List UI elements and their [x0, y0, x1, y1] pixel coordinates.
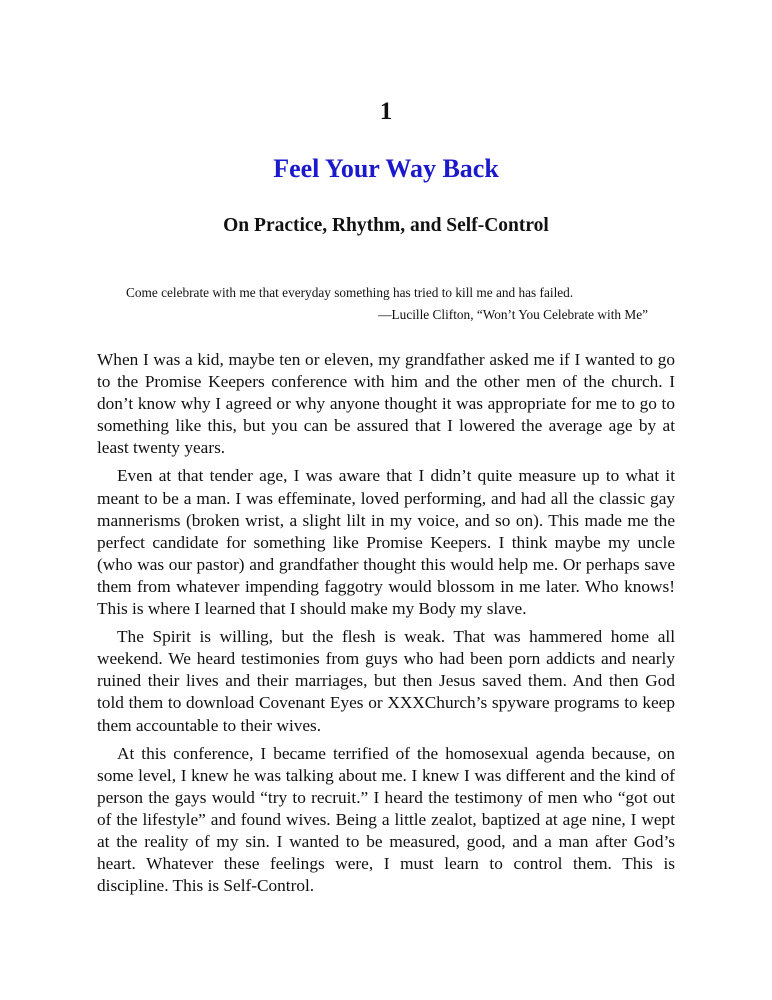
paragraph: When I was a kid, maybe ten or eleven, my grandfather asked me if I wanted to go to the Promise Keepers conference with him and the other men of the church. I don’t know why I agreed or why anyone thought it was appropriate for me to go to something like this, but you can be assured that I lowered the average age by at least twenty years.: [97, 350, 675, 458]
epigraph: [126, 284, 666, 323]
chapter-title: Feel Your Way Back: [273, 154, 499, 183]
chapter-number: 1: [379, 98, 393, 125]
body-text: [97, 349, 675, 903]
paragraph: The Spirit is willing, but the flesh is weak. That was hammered home all weekend. We heard testimonies from guys who had been porn addicts and nearly ruined their lives and their marriages, but then Jesus saved them. And then God told them to download Covenant Eyes or XXXChurch’s spyware programs to keep them accountable to their wives.: [97, 627, 675, 735]
paragraph: Even at that tender age, I was aware that I didn’t quite measure up to what it meant to be a man. I was effeminate, loved performing, and had all the classic gay mannerisms (broken wrist, a slight lilt in my voice, and so on). This made me the perfect candidate for something like Promise Keepers. I think maybe my uncle (who was our pastor) and grandfather thought this would help me. Or perhaps save them from whatever impending faggotry would blossom in me later. Who knows! This is where I learned that I should make my Body my slave.: [97, 466, 675, 619]
epigraph-quote: Come celebrate with me that everyday something has tried to kill me and has failed.: [126, 285, 574, 300]
paragraph: At this conference, I became terrified of the homosexual agenda because, on some level, I knew he was talking about me. I knew I was different and the kind of person the gays would “try to recruit.” I heard the testimony of men who “got out of the lifestyle” and found wives. Being a little zealot, baptized at age nine, I wept at the reality of my sin. I wanted to be measured, good, and a man after God’s heart. Whatever these feelings were, I must learn to control them. This is discipline. This is Self-Control.: [97, 743, 675, 896]
epigraph-attribution: —Lucille Clifton, “Won’t You Celebrate with Me”: [378, 307, 648, 322]
chapter-subtitle: On Practice, Rhythm, and Self-Control: [223, 215, 549, 236]
